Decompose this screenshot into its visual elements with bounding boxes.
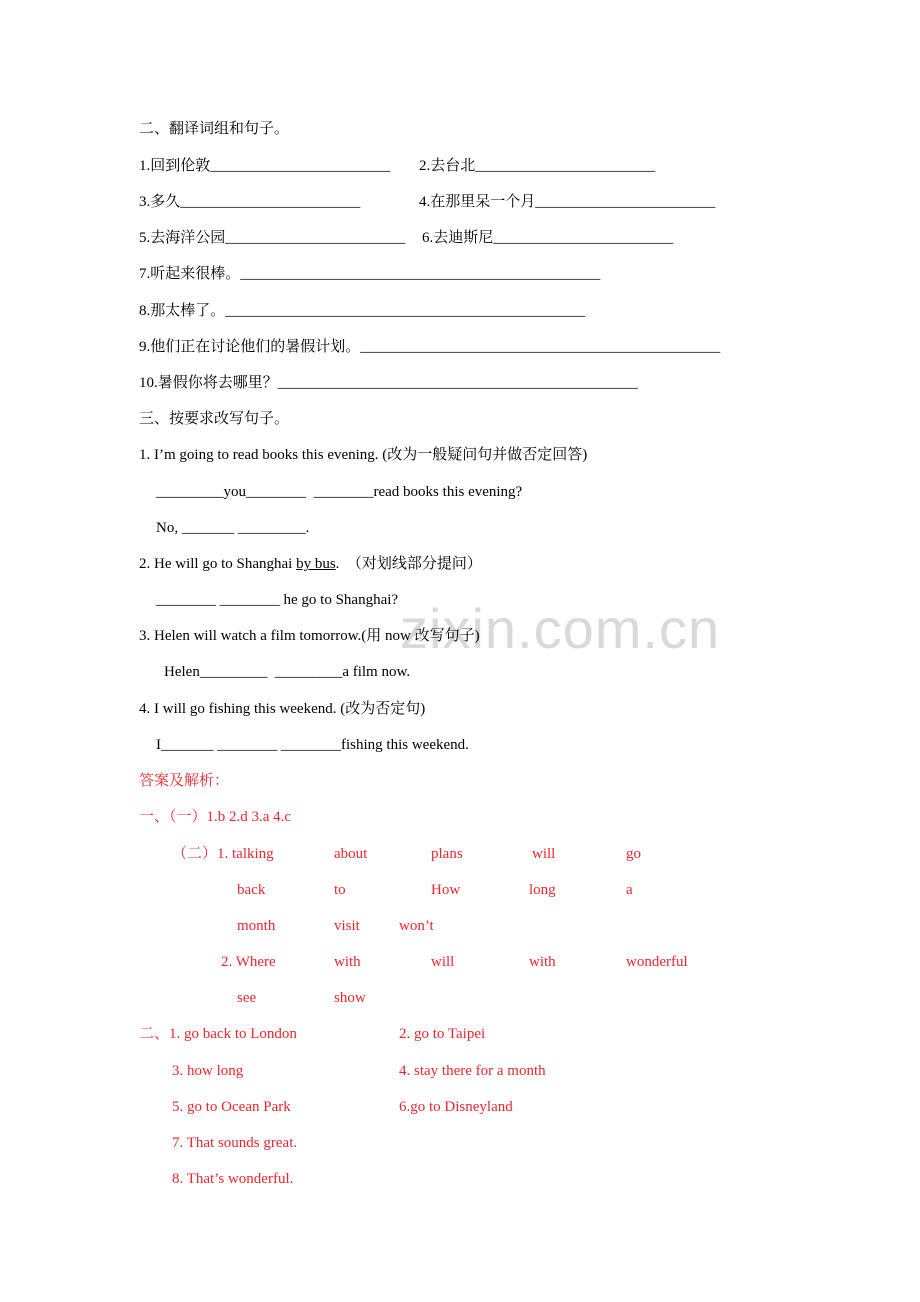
section3-q4: 4. I will go fishing this weekend. (改为否定句)	[139, 701, 426, 717]
answer-word: plans	[431, 846, 463, 862]
answers-sec2-item: 8. That’s wonderful.	[172, 1171, 294, 1187]
answers-sec2-item: 7. That sounds great.	[172, 1135, 298, 1151]
answers-part2-item2-label: 2. Where	[221, 954, 276, 970]
answers-sec2-item: 3. how long	[172, 1063, 244, 1079]
section2-item-7: 7.听起来很棒。________________________________________________	[139, 266, 601, 282]
answer-word: with	[529, 954, 556, 970]
section2-item-8: 8.那太棒了。________________________________________________	[139, 303, 586, 319]
section3-q4-line1: I_______ ________ ________fishing this weekend.	[156, 737, 469, 753]
section2-item-10: 10.暑假你将去哪里？________________________________________________	[139, 375, 638, 391]
section2-item-5: 5.去海洋公园________________________	[139, 230, 406, 246]
section3-q2-line1: ________ ________ he go to Shanghai?	[156, 592, 399, 608]
answer-word: a	[626, 882, 633, 898]
section2-item-2: 2.去台北________________________	[419, 158, 656, 174]
answers-sec2-item: 4. stay there for a month	[399, 1063, 546, 1079]
answer-word: long	[529, 882, 556, 898]
section2-item-6: 6.去迪斯尼________________________	[422, 230, 674, 246]
answer-word: show	[334, 990, 366, 1006]
section3-q1-line1: _________you________ ________read books this evening?	[156, 484, 523, 500]
answer-word: visit	[334, 918, 360, 934]
section3-q1: 1. I’m going to read books this evening. (改为一般疑问句并做否定回答)	[139, 447, 588, 463]
answer-word: will	[532, 846, 556, 862]
answer-word: won’t	[399, 918, 434, 934]
section3-q2-prefix: 2. He will go to Shanghai	[139, 556, 297, 572]
section3-q3-line1: Helen_________ _________a film now.	[164, 664, 411, 680]
section2-heading: 二、翻译词组和句子。	[139, 121, 290, 137]
answer-word: about	[334, 846, 368, 862]
answer-word: with	[334, 954, 361, 970]
section2-item-3: 3.多久________________________	[139, 194, 361, 210]
answer-word: go	[626, 846, 641, 862]
answer-word: see	[237, 990, 257, 1006]
section3-q1-line2: No, _______ _________.	[156, 520, 310, 536]
section2-item-4: 4.在那里呆一个月________________________	[419, 194, 716, 210]
answers-sec2-item: 6.go to Disneyland	[399, 1099, 513, 1115]
answer-word: to	[334, 882, 346, 898]
answers-sec2-item: 5. go to Ocean Park	[172, 1099, 291, 1115]
section3-q2-suffix: . （对划线部分提问）	[335, 556, 482, 572]
answers-sec2-item: 2. go to Taipei	[399, 1026, 486, 1042]
answer-word: How	[431, 882, 461, 898]
answer-word: wonderful	[626, 954, 688, 970]
section3-heading: 三、按要求改写句子。	[139, 411, 290, 427]
answer-word: will	[431, 954, 455, 970]
section2-item-9: 9.他们正在讨论他们的暑假计划。________________________________________________	[139, 339, 721, 355]
section3-q3: 3. Helen will watch a film tomorrow.(用 now 改写句子)	[139, 628, 480, 644]
answers-part2-label: （二）1. talking	[172, 846, 274, 862]
answers-sec2-label: 二、1. go back to London	[139, 1026, 297, 1042]
section2-item-1: 1.回到伦敦________________________	[139, 158, 391, 174]
answers-part1: 一、（一）1.b 2.d 3.a 4.c	[139, 809, 292, 825]
answer-word: month	[237, 918, 276, 934]
section3-q2	[139, 554, 482, 574]
answer-word: back	[237, 882, 266, 898]
answers-heading: 答案及解析：	[139, 773, 230, 789]
watermark: zixin.com.cn	[400, 597, 721, 660]
section3-q2-underlined: by bus	[296, 556, 336, 572]
